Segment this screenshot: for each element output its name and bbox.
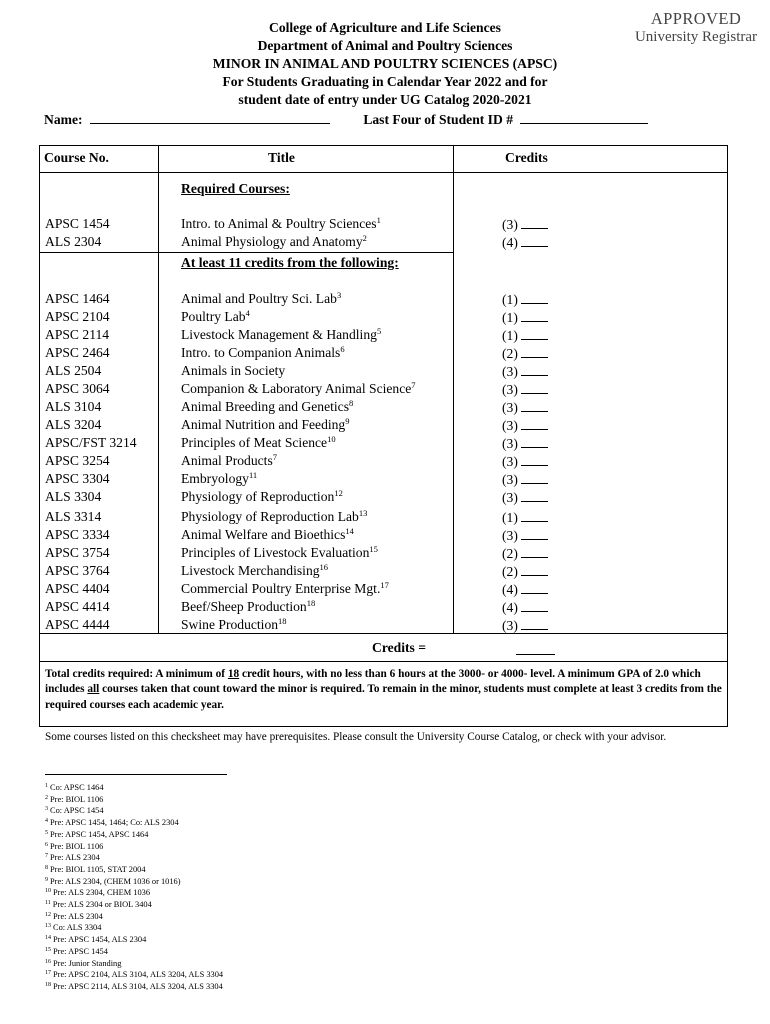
course-title [181,617,287,633]
course-title-text: Animal and Poultry Sci. Lab [181,291,337,306]
course-title [181,581,389,597]
credit-blank-field[interactable] [521,453,548,466]
course-credits [502,216,548,233]
credit-blank-field[interactable] [521,417,548,430]
credit-value: (3) [502,217,518,232]
footnote-text: Pre: BIOL 1106 [50,794,104,804]
footnote-number: 3 [45,806,48,813]
credit-value: (3) [502,618,518,633]
table-body-divider [39,633,728,634]
course-number: APSC 2114 [45,327,110,342]
credit-blank-field[interactable] [521,581,548,594]
credit-blank-field[interactable] [521,509,548,522]
credit-value: (4) [502,235,518,250]
footnote-ref: 6 [340,344,345,354]
student-id-field[interactable] [520,111,648,124]
course-credits [502,527,548,544]
course-number: APSC 4444 [45,617,110,632]
course-credits [502,453,548,470]
course-title [181,563,328,579]
footnote-text: Pre: BIOL 1105, STAT 2004 [50,864,146,874]
footnote-ref: 5 [376,326,382,336]
credit-blank-field[interactable] [521,545,548,558]
footnote [45,829,223,841]
course-title-text: Physiology of Reproduction Lab [181,509,359,524]
course-title-text: Poultry Lab [181,309,246,324]
footnote-number: 13 [45,923,51,930]
header-department: Department of Animal and Poultry Sciences [257,38,513,54]
footnotes [45,782,223,993]
course-title [181,527,354,543]
credit-value: (3) [502,382,518,397]
footnote [45,817,223,829]
credit-blank-field[interactable] [521,617,548,630]
footnote-number: 14 [45,935,51,942]
course-title [181,291,341,307]
stamp-registrar: University Registrar [634,28,758,45]
footnote [45,782,223,794]
approved-stamp [629,10,763,46]
footnote-number: 7 [45,853,48,860]
course-title [181,345,345,361]
footnote-ref: 16 [319,562,329,572]
header-course-no: Course No. [44,150,109,165]
credits-row-divider [39,661,728,662]
footnote-ref: 3 [336,290,342,300]
credit-blank-field[interactable] [521,381,548,394]
footnote [45,841,223,853]
credit-blank-field[interactable] [521,563,548,576]
credit-blank-field[interactable] [521,471,548,484]
credit-blank-field[interactable] [521,599,548,612]
credit-blank-field[interactable] [521,234,548,247]
course-title [181,453,277,469]
course-title-text: Animal Physiology and Anatomy [181,234,363,249]
footnote-ref: 14 [345,526,354,536]
footnote-number: 8 [45,864,48,871]
footnote-number: 18 [45,981,51,988]
course-column-divider [158,145,159,633]
course-title-text: Intro. to Animal & Poultry Sciences [181,216,377,231]
course-title-text: Animals in Society [181,363,286,378]
course-number: APSC 3764 [45,563,110,578]
prerequisite-note: Some courses listed on this checksheet may have prerequisites. Please consult the University Course Catalog, or check with your advisor. [45,731,667,743]
course-credits [502,471,548,488]
course-title-text: Principles of Meat Science [181,435,328,450]
footnote [45,969,223,981]
credit-value: (1) [502,310,518,325]
credit-value: (1) [502,510,518,525]
footnote-text: Pre: ALS 2304, (CHEM 1036 or 1016) [50,876,181,886]
course-credits [502,234,548,251]
stamp-approved: APPROVED [650,9,742,28]
footnote-text: Pre: ALS 2304, CHEM 1036 [53,888,151,898]
course-title [181,417,349,433]
footnote [45,805,223,817]
course-title-text: Animal Nutrition and Feeding [181,417,346,432]
footnote-text: Pre: ALS 2304 or BIOL 3404 [52,900,152,910]
footnote-ref: 10 [327,434,336,444]
credit-blank-field[interactable] [521,399,548,412]
footnote [45,946,223,958]
footnote-number: 2 [45,794,48,801]
footnote-number: 4 [45,818,48,825]
course-number: APSC 3064 [45,381,110,396]
document-header [150,19,620,109]
course-title [181,216,381,232]
title-column-divider [453,145,454,633]
credit-blank-field[interactable] [521,345,548,358]
footnote-ref: 1 [376,215,381,225]
course-number: APSC 1464 [45,291,110,306]
course-number: ALS 2504 [45,363,102,378]
course-number: APSC 3754 [45,545,110,560]
credit-value: (2) [502,346,518,361]
footnote-ref: 7 [411,380,416,390]
course-title [181,381,416,397]
course-title-text: Intro. to Companion Animals [181,345,341,360]
credit-value: (2) [502,546,518,561]
footnote-text: Co: APSC 1464 [50,783,104,792]
table-header-divider [39,172,728,173]
course-credits [502,599,548,616]
course-title [181,489,343,505]
course-title [181,327,381,343]
credit-blank-field[interactable] [521,327,548,340]
credit-value: (1) [502,292,518,307]
header-title: Title [268,150,295,165]
course-title [181,435,336,451]
footnote-number: 16 [45,958,51,965]
footnote-number: 12 [45,911,51,918]
credit-blank-field[interactable] [521,309,548,322]
footnote-number: 10 [45,888,51,895]
footnote-ref: 15 [369,544,378,554]
course-credits [502,417,548,434]
course-credits [502,509,548,526]
footnote-divider [45,774,227,775]
credit-value: (3) [502,528,518,543]
footnote [45,852,223,864]
name-label: Name: [44,112,83,127]
total-text-2: credit hours, with no less than 6 hours at the 3000- or 4000- level. A minimum GPA of 2.0 which includes [45,668,701,696]
total-text-1: Total credits required: A minimum of [45,668,228,680]
course-number: APSC 2464 [45,345,110,360]
footnote [45,911,223,923]
credit-blank-field[interactable] [521,291,548,304]
footnote-text: Co: APSC 1454 [50,806,104,816]
course-credits [502,291,548,308]
credit-value: (1) [502,328,518,343]
course-credits [502,381,548,398]
course-number: APSC 3254 [45,453,110,468]
footnote-text: Pre: ALS 2304 [53,911,103,921]
course-title-text: Principles of Livestock Evaluation [181,545,370,560]
footnote-text: Pre: BIOL 1106 [50,841,104,851]
total-all: all [87,683,100,696]
course-number: ALS 3304 [45,489,102,504]
footnote-number: 6 [45,841,48,848]
total-text-3: courses taken that count toward the minor is required. To remain in the minor, students must complete at least 3 credits from the required courses each academic year. [45,683,722,711]
name-field[interactable] [90,111,330,124]
footnote-text: Pre: APSC 1454, ALS 2304 [53,935,147,945]
course-title-text: Livestock Merchandising [181,563,320,578]
course-title-text: Beef/Sheep Production [181,599,307,614]
footnote-text: Pre: APSC 1454 [53,946,108,956]
footnote [45,887,223,899]
footnote [45,958,223,970]
course-number: ALS 3104 [45,399,102,414]
header-college: College of Agriculture and Life Sciences [269,20,501,35]
course-title-text: Animal Breeding and Genetics [181,399,349,414]
course-title-text: Companion & Laboratory Animal Science [181,381,412,396]
footnote [45,922,223,934]
course-title-text: Swine Production [181,617,279,632]
total-credits-requirements [45,667,725,713]
credit-value: (3) [502,436,518,451]
footnote-ref: 8 [348,398,354,408]
course-number: ALS 2304 [45,234,102,249]
footnote-text: Co: ALS 3304 [53,923,102,933]
credits-total-field[interactable] [516,654,555,655]
credit-value: (3) [502,418,518,433]
credit-value: (3) [502,472,518,487]
credit-value: (3) [502,454,518,469]
footnote-ref: 17 [380,580,389,590]
footnote-text: Pre: APSC 2114, ALS 3104, ALS 3204, ALS 3304 [53,981,223,991]
elective-courses-heading: At least 11 credits from the following: [181,255,399,270]
credit-value: (2) [502,564,518,579]
footnote-text: Pre: APSC 1454, APSC 1464 [50,829,149,839]
footnote-number: 1 [45,783,48,789]
course-title [181,234,367,250]
footnote-number: 17 [45,970,51,977]
footnote-ref: 18 [306,598,316,608]
credit-blank-field[interactable] [521,435,548,448]
footnote-ref: 9 [345,416,350,426]
course-credits [502,545,548,562]
course-title [181,545,378,561]
course-credits [502,309,548,326]
course-number: APSC 4404 [45,581,110,596]
course-title-text: Animal Welfare and Bioethics [181,527,346,542]
credit-value: (3) [502,364,518,379]
course-credits [502,327,548,344]
student-id-label: Last Four of Student ID # [363,112,513,127]
course-number: APSC 3304 [45,471,110,486]
footnote [45,981,223,993]
header-credits: Credits [505,150,548,165]
footnote-text: Pre: APSC 2104, ALS 3104, ALS 3204, ALS 3304 [53,970,224,980]
footnote-text: Pre: APSC 1454, 1464; Co: ALS 2304 [50,818,179,828]
course-title [181,399,353,415]
footnote [45,899,223,911]
footnote-ref: 18 [278,616,287,626]
footnote-text: Pre: ALS 2304 [50,853,100,863]
course-number: APSC/FST 3214 [45,435,137,450]
course-credits [502,617,548,634]
footnote-ref: 4 [245,308,250,318]
course-credits [502,489,548,506]
footnote-number: 9 [45,876,48,883]
course-title [181,363,285,379]
credit-value: (4) [502,582,518,597]
course-credits [502,399,548,416]
footnote [45,876,223,888]
credit-blank-field[interactable] [521,216,548,229]
footnote-text: Pre: Junior Standing [53,958,122,968]
course-title [181,309,250,325]
footnote [45,864,223,876]
header-minor-title: MINOR IN ANIMAL AND POULTRY SCIENCES (APSC) [212,56,558,72]
course-credits [502,581,548,598]
footnote-ref: 11 [248,470,258,480]
footnote-number: 15 [45,946,51,953]
course-title [181,471,257,487]
credit-blank-field[interactable] [521,489,548,502]
footnote-number: 11 [45,900,51,907]
course-title-text: Commercial Poultry Enterprise Mgt. [181,581,381,596]
course-number: ALS 3204 [45,417,102,432]
course-title-text: Physiology of Reproduction [181,489,335,504]
course-title-text: Animal Products [181,453,273,468]
credit-value: (4) [502,600,518,615]
course-title-text: Embryology [181,471,249,486]
course-number: ALS 3314 [45,509,102,524]
course-credits [502,363,548,380]
footnote-number: 5 [45,829,48,836]
course-title-text: Livestock Management & Handling [181,327,377,342]
credit-value: (3) [502,490,518,505]
student-info-line [44,111,704,128]
footnote-ref: 12 [334,488,343,498]
total-hours: 18 [227,668,240,680]
course-title [181,509,367,525]
course-number: APSC 2104 [45,309,110,324]
header-graduation-year: For Students Graduating in Calendar Year 2022 and for [222,74,548,90]
course-title [181,599,315,615]
course-number: APSC 1454 [45,216,110,231]
course-credits [502,563,548,580]
credit-value: (3) [502,400,518,415]
course-credits [502,435,548,452]
credit-blank-field[interactable] [521,363,548,376]
header-catalog: student date of entry under UG Catalog 2020-2021 [238,92,532,108]
course-number: APSC 3334 [45,527,110,542]
footnote [45,934,223,946]
credit-blank-field[interactable] [521,527,548,540]
course-credits [502,345,548,362]
footnote-ref: 13 [358,508,368,518]
footnote-ref: 7 [272,452,278,462]
section-divider [39,252,454,253]
footnote [45,794,223,806]
footnote-ref: 2 [362,233,367,243]
course-number: APSC 4414 [45,599,110,614]
required-courses-heading: Required Courses: [181,181,290,196]
credits-total-label: Credits = [372,640,426,655]
